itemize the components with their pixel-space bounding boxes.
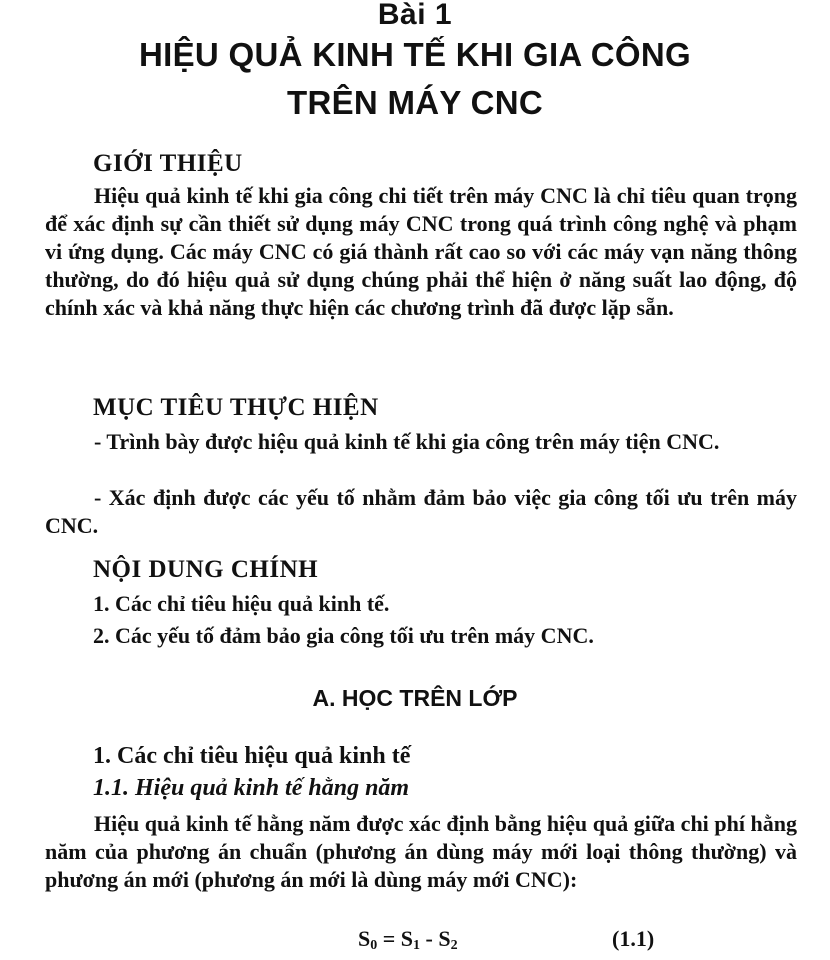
objectives-heading: MỤC TIÊU THỰC HIỆN — [93, 394, 379, 421]
formula-1-1 — [358, 926, 458, 954]
objective-item-1: - Trình bày được hiệu quả kinh tế khi gia công trên máy tiện CNC. — [94, 429, 720, 454]
formula-s0-subscript: 0 — [370, 938, 378, 953]
formula-s2-subscript: 2 — [450, 938, 458, 953]
main-content-item-1: 1. Các chỉ tiêu hiệu quả kinh tế. — [93, 591, 390, 616]
lesson-title-line-2: TRÊN MÁY CNC — [287, 84, 543, 121]
formula-s1-subscript: 1 — [413, 938, 421, 953]
section-a-heading: A. HỌC TRÊN LỚP — [312, 685, 518, 711]
formula-number: (1.1) — [612, 926, 655, 951]
section-1-heading: 1. Các chỉ tiêu hiệu quả kinh tế — [93, 743, 411, 769]
main-content-heading: NỘI DUNG CHÍNH — [93, 556, 319, 583]
section-1-1-heading: 1.1. Hiệu quả kinh tế hằng năm — [93, 775, 410, 801]
main-content-item-2: 2. Các yếu tố đảm bảo gia công tối ưu trên máy CNC. — [93, 623, 594, 648]
formula-minus: - — [420, 926, 439, 951]
formula-s0: S — [358, 926, 371, 951]
intro-heading: GIỚI THIỆU — [93, 150, 243, 177]
lesson-title-line-1: HIỆU QUẢ KINH TẾ KHI GIA CÔNG — [139, 36, 691, 73]
section-1-1-paragraph: Hiệu quả kinh tế hằng năm được xác định bằng hiệu quả giữa chi phí hằng năm của phương án chuẩn (phương án dùng máy mới loại thông thường) và phương án mới (phương án mới là dùng máy mới CNC): — [45, 811, 797, 892]
formula-s2: S — [438, 926, 451, 951]
formula-s1: S — [400, 926, 414, 951]
intro-paragraph: Hiệu quả kinh tế khi gia công chi tiết trên máy CNC là chỉ tiêu quan trọng để xác định sự cần thiết sử dụng máy CNC trong quá trình công nghệ và phạm vi ứng dụng. Các máy CNC có giá thành rất cao so với các máy vạn năng thông thường, do đó hiệu quả sử dụng chúng phải thể hiện ở năng suất lao động, độ chính xác và khả năng thực hiện các chương trình đã được lặp sẵn. — [45, 183, 797, 320]
objective-item-2: - Xác định được các yếu tố nhằm đảm bảo việc gia công tối ưu trên máy CNC. — [45, 485, 797, 538]
lesson-number: Bài 1 — [377, 0, 453, 31]
formula-equals: = — [377, 926, 401, 951]
